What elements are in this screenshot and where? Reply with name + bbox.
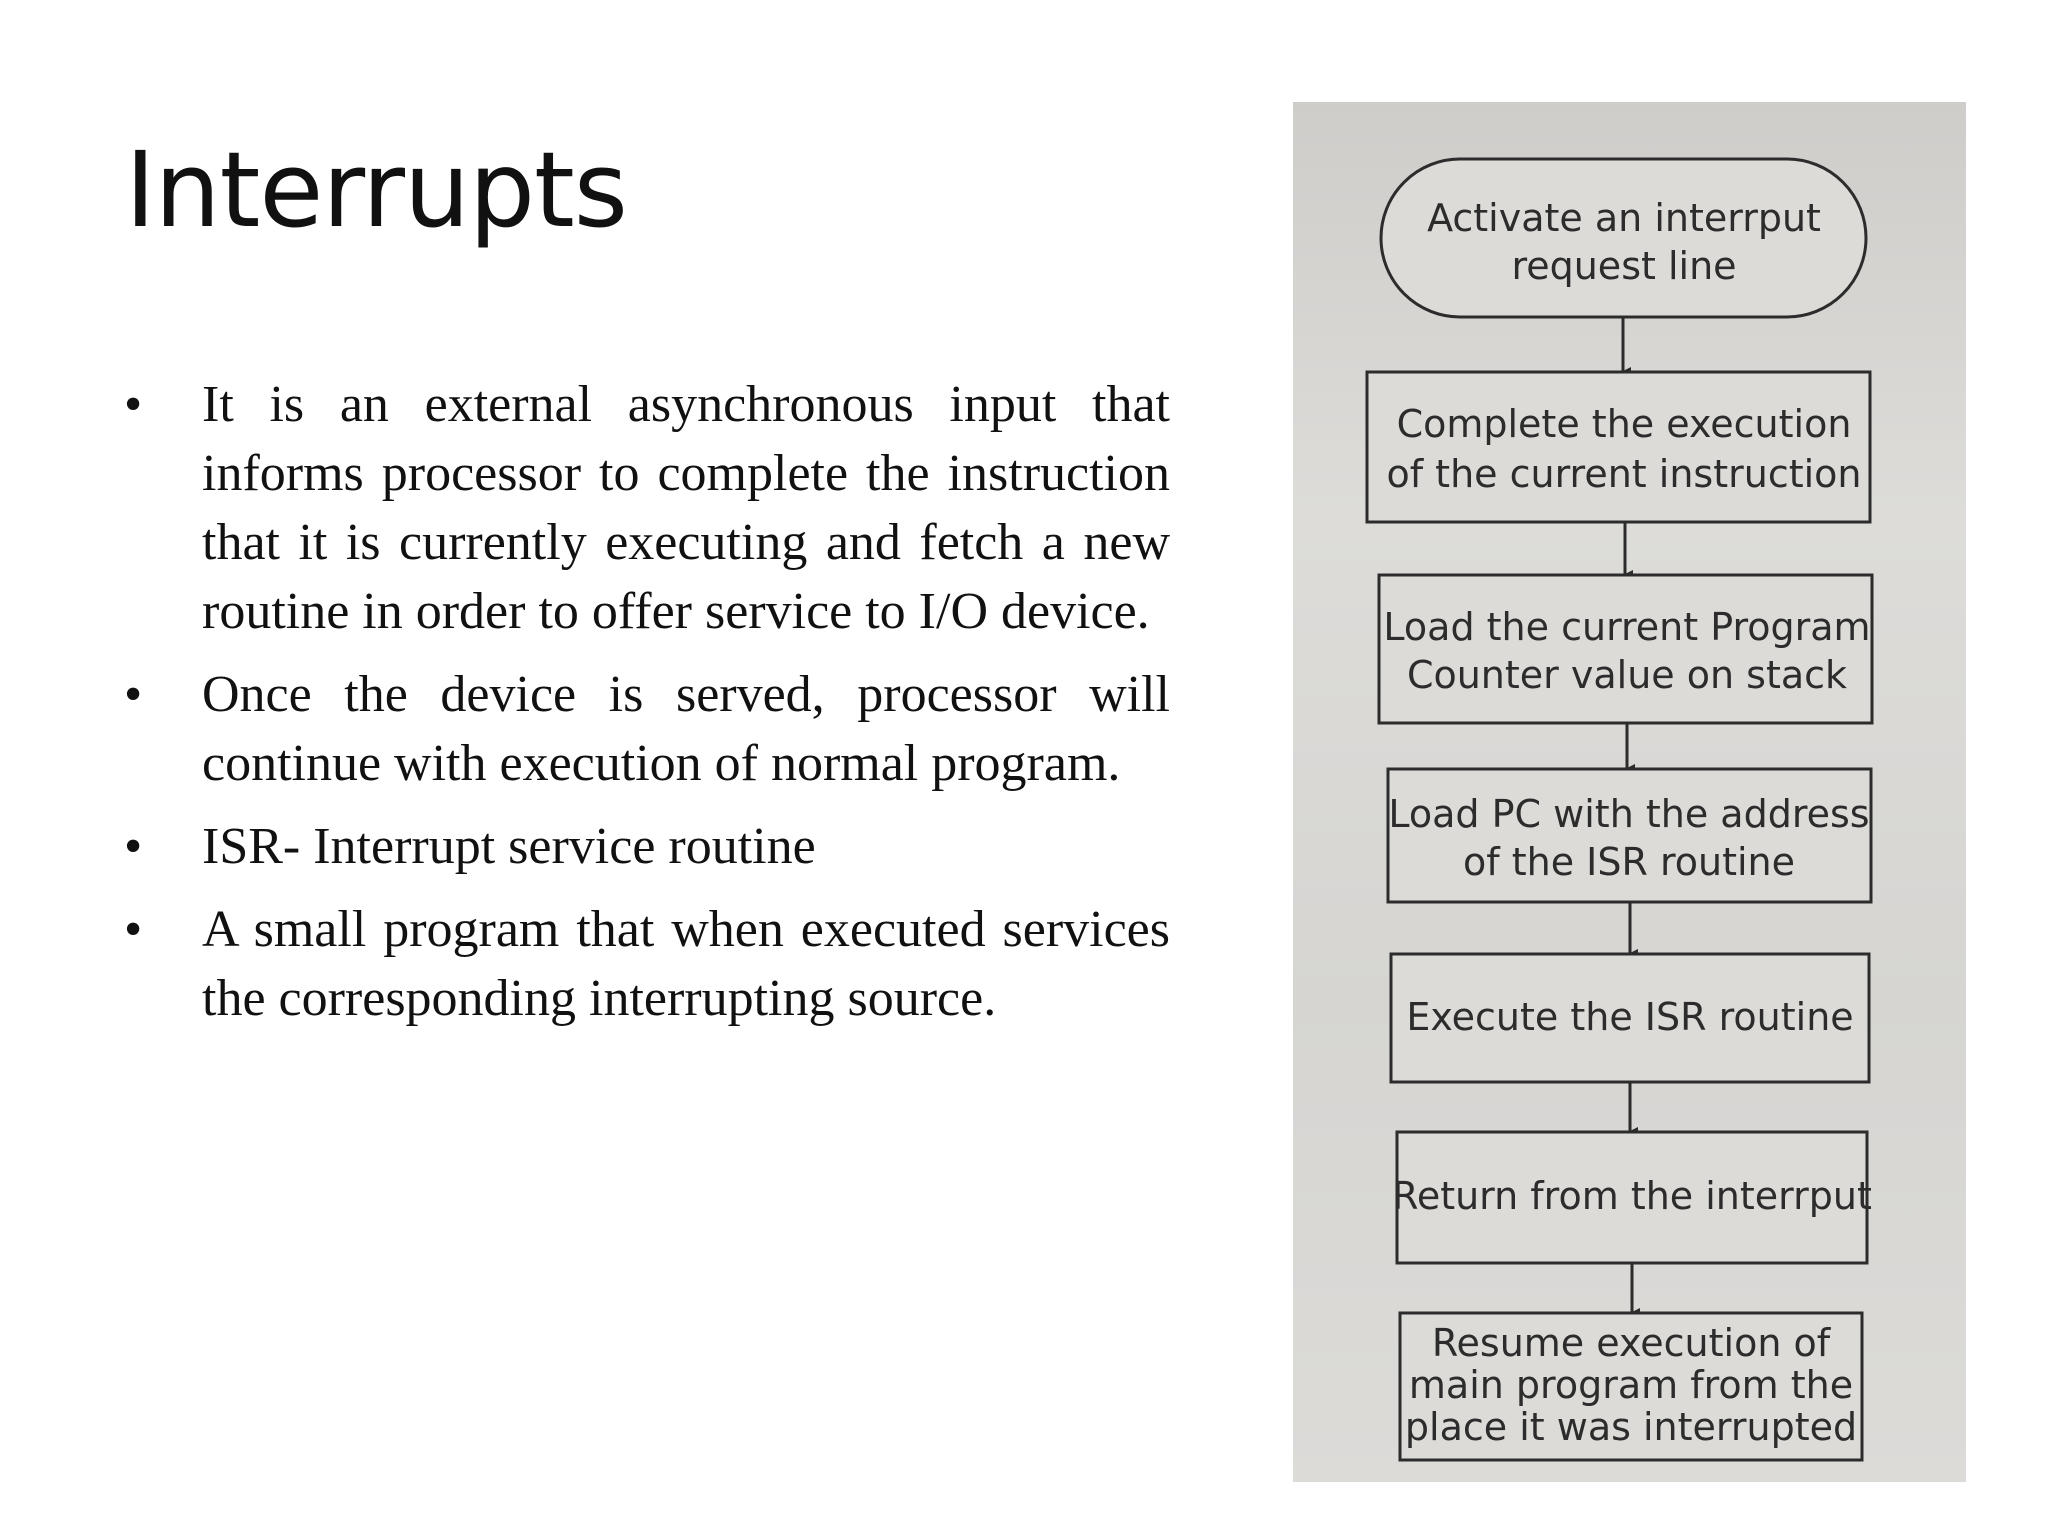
bullet-item xyxy=(124,895,1170,1033)
flow-step-process-shape xyxy=(1379,575,1872,723)
bullet-dot: • xyxy=(124,901,143,958)
bullet-item xyxy=(124,812,1170,881)
flow-step-3-line-2: Counter value on stack xyxy=(1406,653,1848,697)
flow-step-5-line-1: Execute the ISR routine xyxy=(1406,995,1854,1039)
bullet-list xyxy=(124,370,1170,1047)
flowchart-diagram xyxy=(1293,102,1966,1482)
bullet-dot: • xyxy=(124,666,143,723)
bullet-text: ISR- Interrupt service routine xyxy=(202,818,816,875)
flow-step-2-line-1: Complete the execution xyxy=(1396,402,1852,446)
bullet-item xyxy=(124,370,1170,646)
bullet-dot: • xyxy=(124,376,143,433)
flow-step-4-line-2: of the ISR routine xyxy=(1463,840,1795,884)
flow-step-1-line-2: request line xyxy=(1511,244,1737,288)
flow-step-process-shape xyxy=(1367,372,1870,522)
bullet-text: It is an external asynchronous input that informs processor to complete the instruction that it is currently executing and fetch a new routine in order to offer service to I/O device. xyxy=(202,376,1170,640)
flow-step-7-line-2: main program from the xyxy=(1408,1363,1854,1407)
bullet-item xyxy=(124,660,1170,798)
bullet-text: Once the device is served, processor will continue with execution of normal program. xyxy=(202,666,1170,792)
flowchart-photo xyxy=(1293,102,1966,1482)
flow-step-4-line-1: Load PC with the address xyxy=(1388,792,1870,836)
flow-step-2-line-2: of the current instruction xyxy=(1386,452,1862,496)
flow-step-7-line-1: Resume execution of xyxy=(1431,1321,1831,1365)
flow-step-7-line-3: place it was interrupted xyxy=(1404,1405,1858,1449)
flow-step-1-line-1: Activate an interrput xyxy=(1427,196,1821,240)
bullet-dot: • xyxy=(124,818,143,875)
slide-title: Interrupts xyxy=(125,129,627,251)
flow-step-3-line-1: Load the current Program xyxy=(1383,605,1871,649)
bullet-text: A small program that when executed services the corresponding interrupting source. xyxy=(202,901,1170,1027)
flow-step-6-line-1: Return from the interrput xyxy=(1392,1174,1872,1218)
